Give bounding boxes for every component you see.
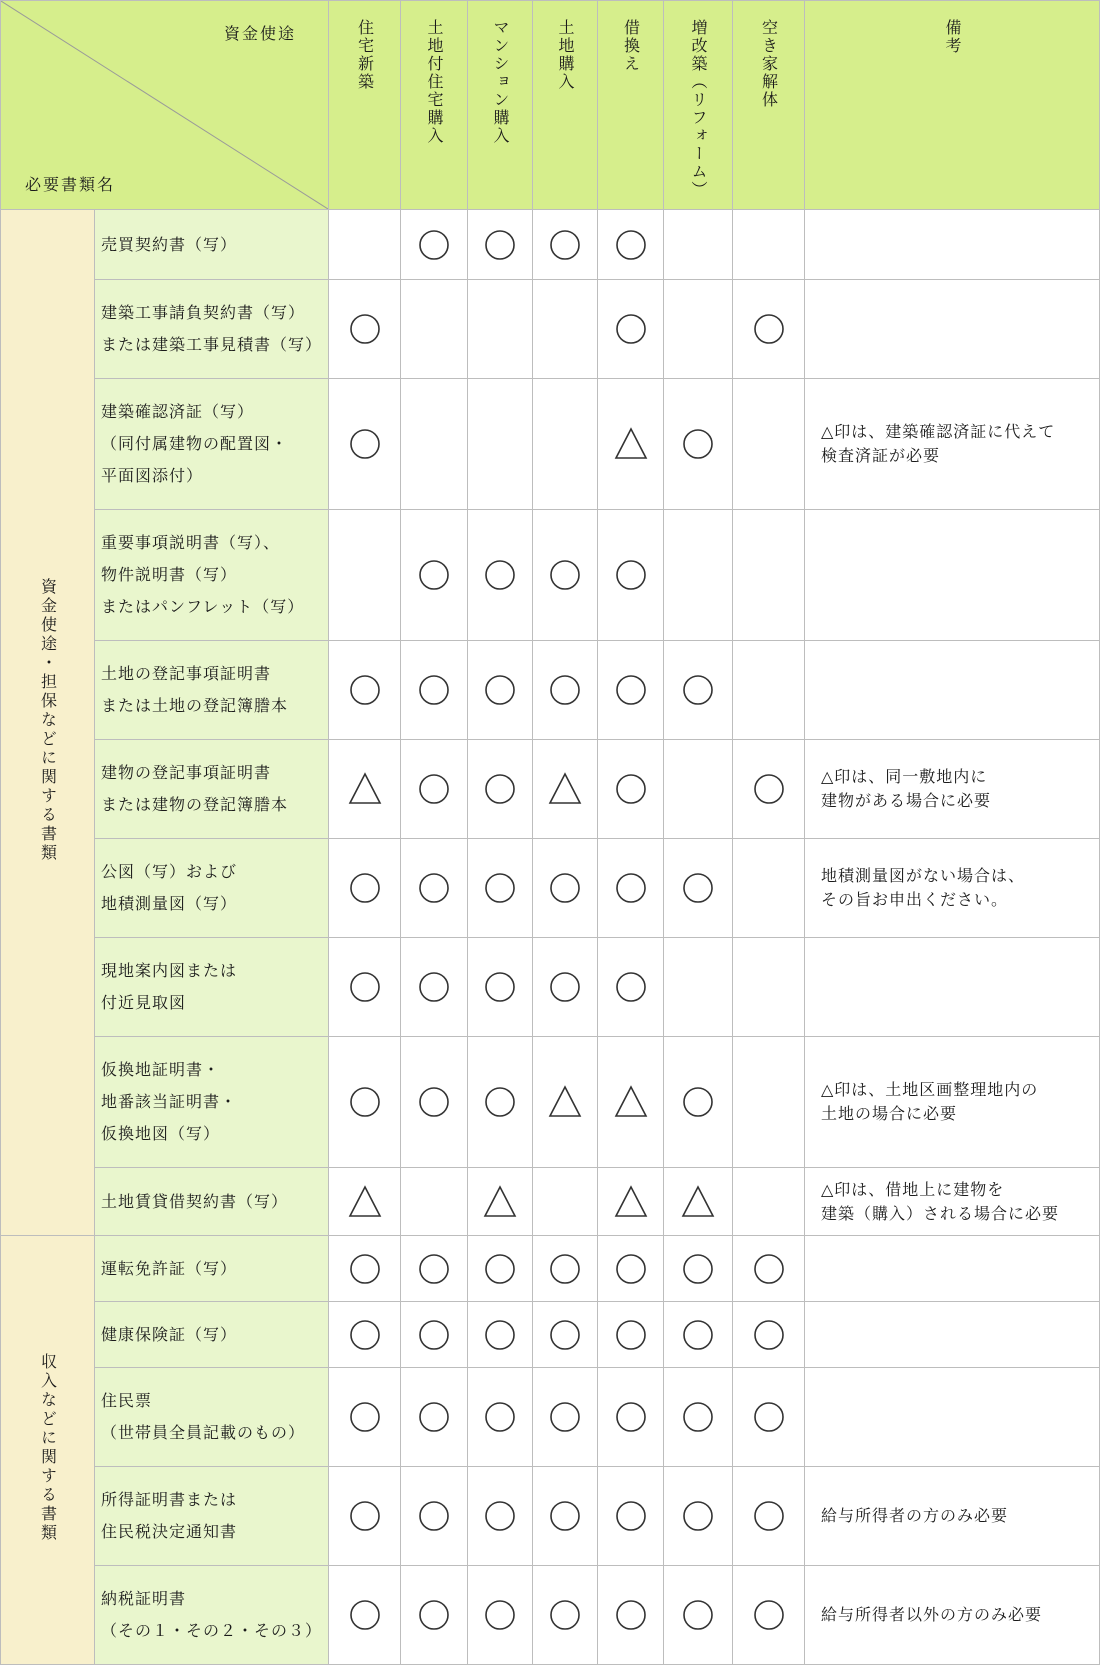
requirement-cell	[664, 1168, 733, 1236]
requirement-cell	[329, 1467, 401, 1566]
requirement-cell	[733, 641, 805, 740]
circle-mark	[483, 871, 517, 905]
category-label: 収入などに関する書類	[38, 1353, 58, 1543]
table-row	[1, 938, 1100, 1037]
requirement-cell	[468, 641, 533, 740]
table-row	[1, 1566, 1100, 1665]
circle-mark	[348, 1400, 382, 1434]
circle-mark	[483, 1400, 517, 1434]
column-header-label: 借換え	[621, 19, 641, 73]
requirement-cell	[598, 280, 664, 379]
requirement-cell	[533, 938, 598, 1037]
circle-mark	[417, 871, 451, 905]
requirement-cell	[468, 938, 533, 1037]
circle-mark	[483, 673, 517, 707]
remarks-cell	[805, 510, 1100, 641]
remarks-cell	[805, 210, 1100, 280]
table-row	[1, 1302, 1100, 1368]
circle-mark	[417, 1598, 451, 1632]
remarks-cell	[805, 1302, 1100, 1368]
requirement-cell	[468, 740, 533, 839]
document-name: 公図（写）および 地積測量図（写）	[95, 839, 329, 938]
circle-mark	[752, 1252, 786, 1286]
requirement-cell	[598, 1302, 664, 1368]
remarks-cell	[805, 1236, 1100, 1302]
requirement-cell	[468, 1302, 533, 1368]
requirement-cell	[329, 1566, 401, 1665]
requirement-cell	[533, 1302, 598, 1368]
circle-mark	[417, 970, 451, 1004]
circle-mark	[348, 673, 382, 707]
requirement-cell	[468, 1236, 533, 1302]
requirement-cell	[468, 1168, 533, 1236]
circle-mark	[681, 673, 715, 707]
requirement-cell	[598, 1566, 664, 1665]
requirement-cell	[533, 1566, 598, 1665]
circle-mark	[483, 1318, 517, 1352]
document-name: 売買契約書（写）	[95, 210, 329, 280]
table-row	[1, 1168, 1100, 1236]
circle-mark	[417, 558, 451, 592]
category-cell	[1, 210, 95, 1236]
circle-mark	[348, 970, 382, 1004]
requirement-cell	[468, 1037, 533, 1168]
requirement-cell	[401, 1037, 468, 1168]
document-name: 仮換地証明書・ 地番該当証明書・ 仮換地図（写）	[95, 1037, 329, 1168]
circle-mark	[548, 1400, 582, 1434]
requirement-cell	[329, 938, 401, 1037]
requirement-cell	[401, 1302, 468, 1368]
column-header	[598, 1, 664, 210]
circle-mark	[548, 1499, 582, 1533]
requirement-cell	[733, 210, 805, 280]
circle-mark	[548, 558, 582, 592]
requirement-cell	[401, 1368, 468, 1467]
requirement-cell	[733, 1566, 805, 1665]
requirement-cell	[533, 1168, 598, 1236]
table-body	[1, 210, 1100, 1665]
requirement-cell	[733, 510, 805, 641]
requirement-cell	[401, 1566, 468, 1665]
requirement-cell	[533, 641, 598, 740]
requirement-cell	[468, 210, 533, 280]
circle-mark	[614, 772, 648, 806]
requirement-cell	[533, 510, 598, 641]
requirement-cell	[329, 1302, 401, 1368]
circle-mark	[614, 1598, 648, 1632]
requirement-cell	[401, 1467, 468, 1566]
column-header	[468, 1, 533, 210]
requirement-cell	[598, 1467, 664, 1566]
requirement-cell	[664, 641, 733, 740]
requirement-cell	[401, 510, 468, 641]
requirement-cell	[401, 1168, 468, 1236]
document-name-label: 必要書類名	[25, 175, 116, 194]
requirement-cell	[733, 280, 805, 379]
circle-mark	[681, 1252, 715, 1286]
document-name: 建築確認済証（写） （同付属建物の配置図・ 平面図添付）	[95, 379, 329, 510]
remarks-cell: △印は、借地上に建物を 建築（購入）される場合に必要	[805, 1168, 1100, 1236]
requirement-cell	[733, 740, 805, 839]
circle-mark	[483, 558, 517, 592]
circle-mark	[548, 970, 582, 1004]
requirement-cell	[664, 938, 733, 1037]
remarks-header	[805, 1, 1100, 210]
table-row	[1, 1236, 1100, 1302]
circle-mark	[348, 427, 382, 461]
requirement-cell	[401, 938, 468, 1037]
circle-mark	[614, 871, 648, 905]
requirement-cell	[598, 379, 664, 510]
circle-mark	[548, 871, 582, 905]
requirement-cell	[533, 280, 598, 379]
column-header-label: マンション購入	[491, 19, 510, 145]
document-name: 現地案内図または 付近見取図	[95, 938, 329, 1037]
triangle-mark	[614, 1185, 648, 1219]
document-name: 建築工事請負契約書（写） または建築工事見積書（写）	[95, 280, 329, 379]
remarks-cell	[805, 938, 1100, 1037]
column-header-label: 空き家解体	[759, 19, 779, 109]
remarks-header-label: 備考	[943, 19, 962, 55]
circle-mark	[614, 312, 648, 346]
requirement-cell	[733, 1168, 805, 1236]
triangle-mark	[348, 1185, 382, 1219]
requirement-cell	[329, 1368, 401, 1467]
circle-mark	[614, 558, 648, 592]
table-row	[1, 510, 1100, 641]
circle-mark	[614, 673, 648, 707]
requirement-cell	[468, 379, 533, 510]
document-name: 土地賃貸借契約書（写）	[95, 1168, 329, 1236]
requirement-cell	[733, 1467, 805, 1566]
circle-mark	[348, 1318, 382, 1352]
requirement-cell	[664, 1368, 733, 1467]
column-header	[401, 1, 468, 210]
requirement-cell	[664, 379, 733, 510]
circle-mark	[681, 1085, 715, 1119]
document-name: 所得証明書または 住民税決定通知書	[95, 1467, 329, 1566]
requirement-cell	[598, 740, 664, 839]
requirement-cell	[733, 1368, 805, 1467]
circle-mark	[681, 871, 715, 905]
circle-mark	[752, 772, 786, 806]
circle-mark	[548, 1252, 582, 1286]
triangle-mark	[348, 772, 382, 806]
remarks-cell: △印は、建築確認済証に代えて 検査済証が必要	[805, 379, 1100, 510]
requirement-cell	[733, 379, 805, 510]
column-header-label: 土地購入	[556, 19, 575, 91]
category-label: 資金使途・担保などに関する書類	[38, 578, 58, 863]
triangle-mark	[681, 1185, 715, 1219]
circle-mark	[752, 312, 786, 346]
table-row	[1, 379, 1100, 510]
circle-mark	[348, 1598, 382, 1632]
circle-mark	[348, 312, 382, 346]
document-name: 土地の登記事項証明書 または土地の登記簿謄本	[95, 641, 329, 740]
circle-mark	[417, 772, 451, 806]
requirement-cell	[533, 1236, 598, 1302]
requirement-cell	[598, 641, 664, 740]
requirement-cell	[598, 210, 664, 280]
requirement-cell	[401, 1236, 468, 1302]
requirement-cell	[664, 1467, 733, 1566]
requirement-cell	[598, 1368, 664, 1467]
requirement-cell	[733, 1236, 805, 1302]
circle-mark	[548, 228, 582, 262]
requirement-cell	[664, 210, 733, 280]
circle-mark	[614, 1400, 648, 1434]
table-row	[1, 740, 1100, 839]
triangle-mark	[614, 427, 648, 461]
document-name: 運転免許証（写）	[95, 1236, 329, 1302]
remarks-cell	[805, 641, 1100, 740]
requirement-cell	[664, 1037, 733, 1168]
triangle-mark	[614, 1085, 648, 1119]
requirement-cell	[329, 379, 401, 510]
circle-mark	[483, 772, 517, 806]
requirement-cell	[329, 740, 401, 839]
circle-mark	[417, 228, 451, 262]
remarks-cell	[805, 280, 1100, 379]
triangle-mark	[548, 772, 582, 806]
column-header	[533, 1, 598, 210]
requirement-cell	[664, 1566, 733, 1665]
requirement-cell	[598, 839, 664, 938]
table-row	[1, 1037, 1100, 1168]
circle-mark	[614, 1318, 648, 1352]
triangle-mark	[548, 1085, 582, 1119]
column-header	[329, 1, 401, 210]
circle-mark	[417, 673, 451, 707]
table-row	[1, 210, 1100, 280]
document-name: 重要事項説明書（写）、 物件説明書（写） またはパンフレット（写）	[95, 510, 329, 641]
remarks-cell: 地積測量図がない場合は、 その旨お申出ください。	[805, 839, 1100, 938]
requirement-cell	[733, 839, 805, 938]
circle-mark	[417, 1499, 451, 1533]
requirement-cell	[598, 510, 664, 641]
remarks-cell: 給与所得者の方のみ必要	[805, 1467, 1100, 1566]
header-corner	[1, 1, 329, 210]
requirement-cell	[533, 1368, 598, 1467]
table-row	[1, 1467, 1100, 1566]
requirement-cell	[468, 1368, 533, 1467]
requirement-cell	[598, 1236, 664, 1302]
requirement-cell	[401, 839, 468, 938]
requirement-cell	[329, 1168, 401, 1236]
requirement-cell	[329, 1037, 401, 1168]
requirement-cell	[733, 938, 805, 1037]
circle-mark	[681, 1499, 715, 1533]
document-name: 建物の登記事項証明書 または建物の登記簿謄本	[95, 740, 329, 839]
column-header-label: 住宅新築	[355, 19, 375, 91]
column-header-label: 土地付住宅購入	[425, 19, 444, 145]
circle-mark	[681, 1318, 715, 1352]
table-row	[1, 641, 1100, 740]
requirement-cell	[598, 938, 664, 1037]
column-header	[664, 1, 733, 210]
circle-mark	[614, 1252, 648, 1286]
circle-mark	[752, 1598, 786, 1632]
requirement-cell	[329, 1236, 401, 1302]
circle-mark	[614, 228, 648, 262]
requirement-cell	[468, 839, 533, 938]
requirement-cell	[533, 210, 598, 280]
circle-mark	[483, 1085, 517, 1119]
table-row	[1, 839, 1100, 938]
requirement-cell	[329, 210, 401, 280]
header-row	[1, 1, 1100, 210]
fund-usage-label: 資金使途	[223, 24, 296, 43]
column-header-label: 増改築（リフォーム）	[689, 19, 708, 199]
circle-mark	[752, 1318, 786, 1352]
circle-mark	[348, 1499, 382, 1533]
requirement-cell	[468, 1467, 533, 1566]
requirement-cell	[664, 1302, 733, 1368]
requirement-cell	[401, 641, 468, 740]
requirement-cell	[401, 280, 468, 379]
circle-mark	[417, 1252, 451, 1286]
requirement-cell	[598, 1168, 664, 1236]
circle-mark	[681, 1598, 715, 1632]
circle-mark	[548, 1598, 582, 1632]
requirement-cell	[533, 839, 598, 938]
table-row	[1, 1368, 1100, 1467]
document-name: 住民票 （世帯員全員記載のもの）	[95, 1368, 329, 1467]
requirement-cell	[329, 280, 401, 379]
requirement-cell	[733, 1037, 805, 1168]
requirement-cell	[598, 1037, 664, 1168]
requirement-cell	[664, 839, 733, 938]
circle-mark	[614, 970, 648, 1004]
requirement-cell	[468, 1566, 533, 1665]
requirement-cell	[329, 641, 401, 740]
requirement-cell	[533, 1467, 598, 1566]
remarks-cell: △印は、同一敷地内に 建物がある場合に必要	[805, 740, 1100, 839]
circle-mark	[483, 1598, 517, 1632]
requirement-cell	[664, 510, 733, 641]
circle-mark	[483, 1252, 517, 1286]
requirement-cell	[533, 740, 598, 839]
circle-mark	[417, 1085, 451, 1119]
circle-mark	[483, 1499, 517, 1533]
circle-mark	[417, 1400, 451, 1434]
column-header	[733, 1, 805, 210]
circle-mark	[752, 1499, 786, 1533]
circle-mark	[483, 970, 517, 1004]
remarks-cell	[805, 1368, 1100, 1467]
circle-mark	[681, 427, 715, 461]
requirement-cell	[401, 210, 468, 280]
requirement-cell	[533, 1037, 598, 1168]
circle-mark	[483, 228, 517, 262]
circle-mark	[348, 1252, 382, 1286]
circle-mark	[614, 1499, 648, 1533]
requirement-cell	[733, 1302, 805, 1368]
triangle-mark	[483, 1185, 517, 1219]
requirement-cell	[401, 379, 468, 510]
circle-mark	[348, 871, 382, 905]
remarks-cell: 給与所得者以外の方のみ必要	[805, 1566, 1100, 1665]
circle-mark	[348, 1085, 382, 1119]
circle-mark	[417, 1318, 451, 1352]
table-row	[1, 280, 1100, 379]
requirement-cell	[329, 510, 401, 641]
requirement-cell	[468, 510, 533, 641]
circle-mark	[681, 1400, 715, 1434]
requirement-cell	[468, 280, 533, 379]
category-cell	[1, 1236, 95, 1665]
requirement-cell	[533, 379, 598, 510]
requirement-cell	[664, 280, 733, 379]
requirement-cell	[664, 1236, 733, 1302]
requirement-cell	[401, 740, 468, 839]
document-name: 納税証明書 （その１・その２・その３）	[95, 1566, 329, 1665]
circle-mark	[752, 1400, 786, 1434]
circle-mark	[548, 1318, 582, 1352]
requirement-cell	[329, 839, 401, 938]
remarks-cell: △印は、土地区画整理地内の 土地の場合に必要	[805, 1037, 1100, 1168]
circle-mark	[548, 673, 582, 707]
requirement-cell	[664, 740, 733, 839]
document-name: 健康保険証（写）	[95, 1302, 329, 1368]
